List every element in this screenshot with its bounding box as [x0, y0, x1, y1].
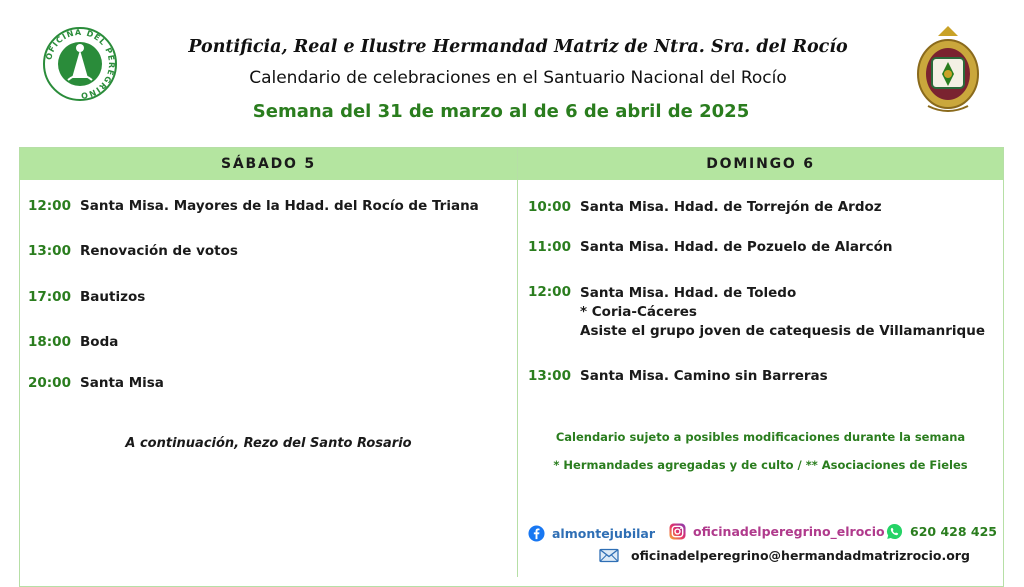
schedule-disclaimer: Calendario sujeto a posibles modificaciones durante la semana	[555, 430, 966, 444]
saturday-event	[28, 334, 118, 350]
event-description: Asiste el grupo joven de catequesis de Villamanrique	[580, 323, 985, 339]
rosary-note: A continuación, Rezo del Santo Rosario	[125, 436, 412, 451]
event-description: Santa Misa. Hdad. de Pozuelo de Alarcón	[580, 239, 893, 255]
event-time: 17:00	[28, 289, 71, 305]
instagram-icon	[669, 523, 686, 540]
event-description: Renovación de votos	[80, 243, 238, 259]
event-description: Santa Misa. Camino sin Barreras	[580, 368, 828, 384]
event-description: Bautizos	[80, 289, 146, 305]
email-address[interactable]: oficinadelperegrino@hermandadmatrizrocio.org	[631, 548, 970, 563]
sunday-event	[528, 199, 882, 215]
facebook-contact[interactable]	[528, 525, 655, 542]
event-time: 20:00	[28, 375, 71, 391]
sunday-event	[528, 368, 828, 384]
event-description: Santa Misa. Hdad. de Torrejón de Ardoz	[580, 199, 882, 215]
instagram-contact[interactable]	[669, 523, 885, 540]
event-time: 18:00	[28, 334, 71, 350]
instagram-handle[interactable]: oficinadelperegrino_elrocio	[693, 524, 885, 539]
event-time: 12:00	[28, 198, 71, 214]
saturday-event	[28, 289, 145, 305]
email-contact[interactable]	[599, 547, 970, 564]
brotherhood-title: Pontificia, Real e Ilustre Hermandad Matriz de Ntra. Sra. del Rocío	[188, 37, 848, 57]
event-time: 11:00	[528, 239, 571, 255]
event-description: Santa Misa. Mayores de la Hdad. del Rocío de Triana	[80, 198, 479, 214]
legend-note: * Hermandades agregadas y de culto / ** Asociaciones de Fieles	[553, 458, 968, 472]
sunday-heading: DOMINGO 6	[518, 148, 1003, 180]
event-description: Santa Misa. Hdad. de Toledo	[580, 285, 797, 301]
sunday-event	[528, 284, 985, 341]
week-range: Semana del 31 de marzo al de 6 de abril de 2025	[252, 101, 750, 122]
event-time: 10:00	[528, 199, 571, 215]
whatsapp-contact[interactable]	[886, 523, 997, 540]
sunday-event	[528, 239, 892, 255]
event-time: 13:00	[528, 368, 571, 384]
whatsapp-icon	[886, 523, 903, 540]
email-icon	[599, 547, 619, 564]
event-time: 13:00	[28, 243, 71, 259]
event-description: Santa Misa	[80, 375, 164, 391]
calendar-subtitle: Calendario de celebraciones en el Santuario Nacional del Rocío	[249, 68, 787, 88]
saturday-event	[28, 198, 479, 214]
saturday-event	[28, 243, 238, 259]
saturday-event	[28, 375, 164, 391]
facebook-handle[interactable]: almontejubilar	[552, 526, 655, 541]
svg-text:OFICINA DEL PEREGRINO: OFICINA DEL PEREGRINO	[44, 27, 117, 101]
whatsapp-number[interactable]: 620 428 425	[910, 524, 997, 539]
event-description: * Coria-Cáceres	[580, 304, 697, 320]
event-description: Boda	[80, 334, 119, 350]
facebook-icon	[528, 525, 545, 542]
event-time: 12:00	[528, 284, 571, 300]
column-divider	[517, 147, 518, 577]
saturday-heading: SÁBADO 5	[20, 148, 517, 180]
